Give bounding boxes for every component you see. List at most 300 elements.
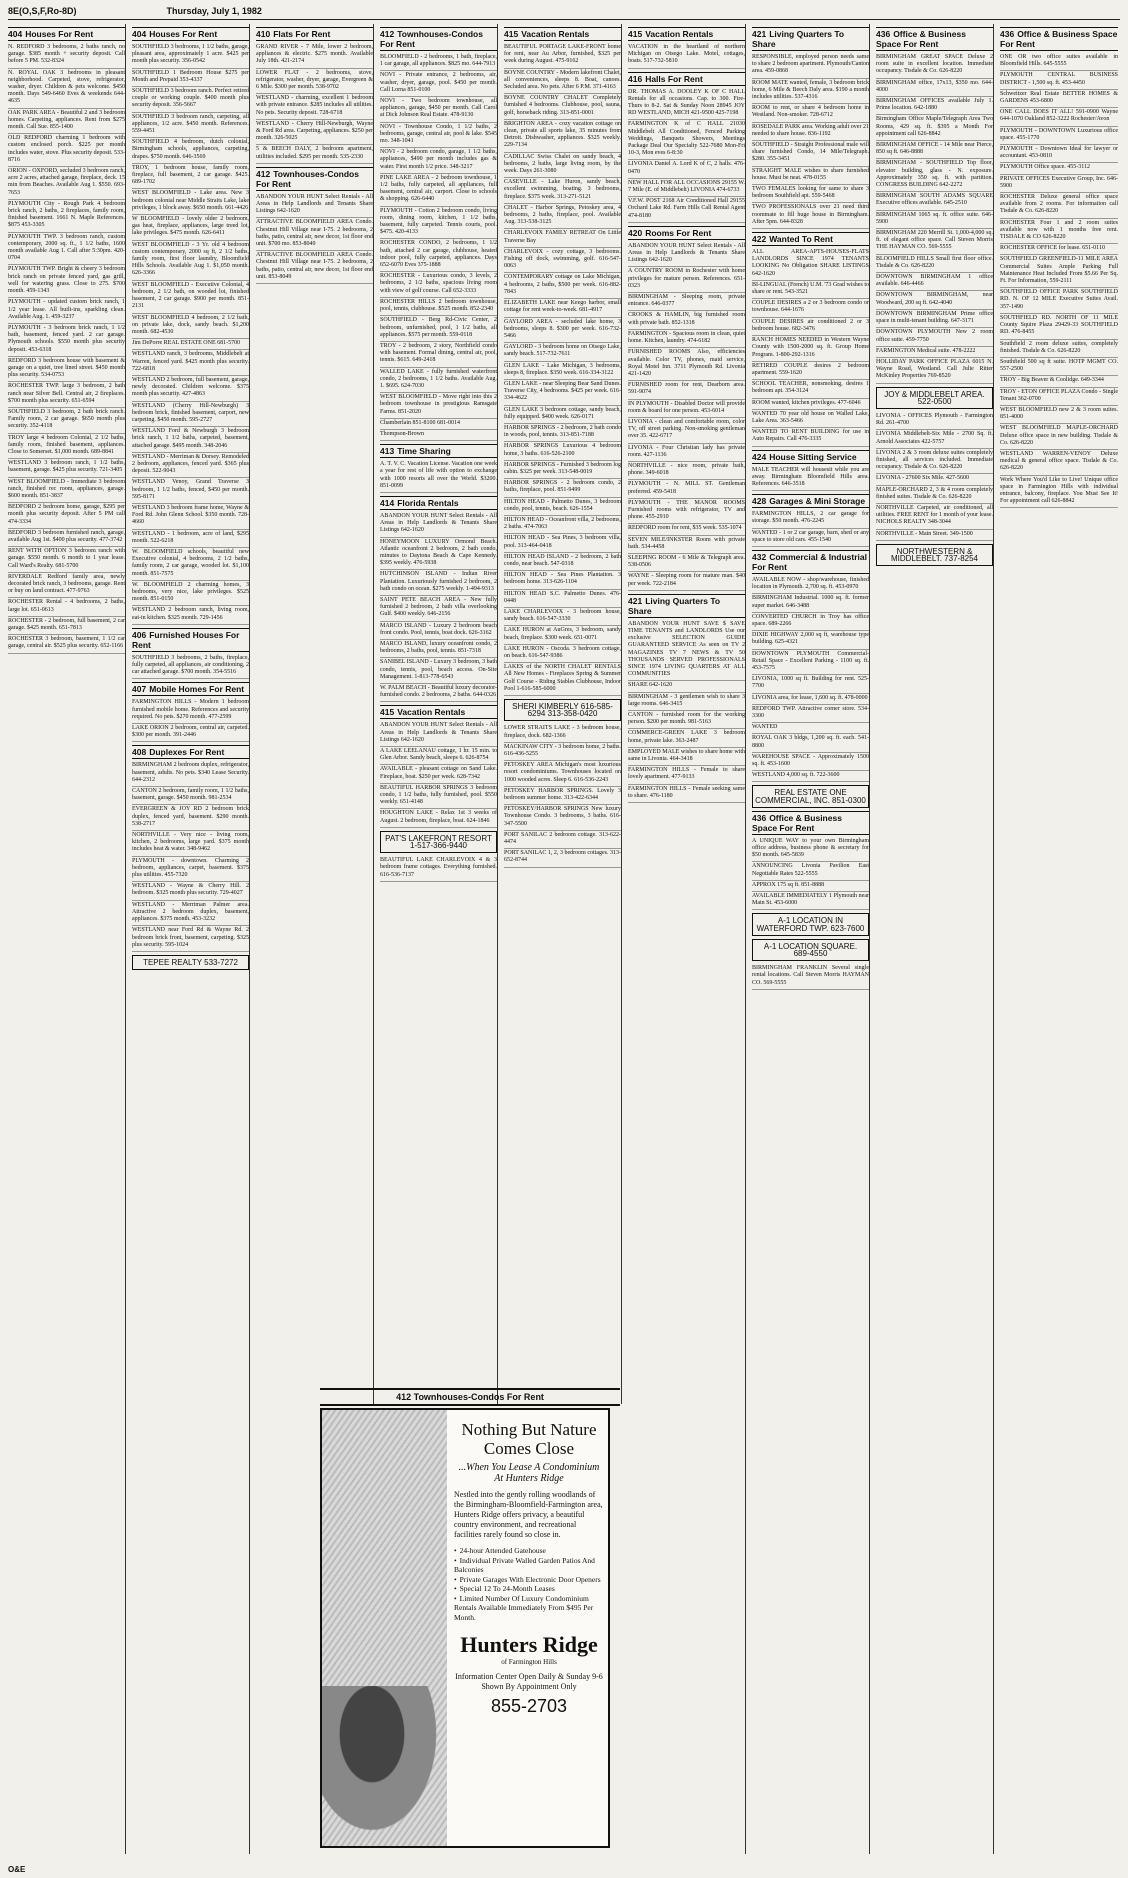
classified-ad: SLEEPING ROOM - 6 Mile & Telegraph area. 538-0506 <box>628 554 745 572</box>
classified-ad: FARMINGTON - Spacious room in clean, quiet home. Kitchen, laundry. 474-6182 <box>628 330 745 348</box>
section-title: Duplexes For Rent <box>149 747 225 758</box>
bottom-section-header <box>320 1388 620 1406</box>
feature-item: • 24-hour Attended Gatehouse <box>454 1546 604 1556</box>
classified-ad: ELIZABETH LAKE near Keego harbor, small cottage for rent week-to-week. 681-4917 <box>504 299 621 317</box>
classified-ad: ROCHESTER CONDO, 2 bedrooms, 1 1/2 bath, attached 2 car garage, clubhouse, heated indoor pool, fully carpeted, appliances. Days 652-6070 Eves 375-1888 <box>380 239 497 272</box>
classified-ad: MARCO ISLAND, luxury oceanfront condo, 2 bedrooms, 2 baths, pool, tennis. 851-7318 <box>380 640 497 658</box>
classified-ad: ABANDON YOUR HUNT Select Rentals - All Areas in Help Landlords & Tenants Share Listings 642-1620 <box>628 242 745 268</box>
tree-illustration <box>322 1686 447 1846</box>
classified-ad: DOWNTOWN BIRMINGHAM, near Woodward, 200 sq ft. 642-4040 <box>876 291 993 309</box>
classified-ad: JOY & MIDDLEBELT AREA. 522-0500 <box>876 387 993 409</box>
section-header <box>752 450 869 464</box>
classified-ad: NOVI - Private entrance, 2 bedrooms, air, washer, dryer, garage, pool. $450 per month. Call Lorna 851-0100 <box>380 71 497 97</box>
section-number: 436 <box>752 812 767 823</box>
classified-ad: Work Where You'd Like to Live! Unique office space in Farmington Hills with individual entrance, balcony, fireplace. You Must See It! For appointment call 626-8842 <box>1000 476 1118 509</box>
classified-ad: WESTLAND (Cherry Hill-Newburgh) 3 bedroom brick, finished basement, carport, new carpeting. $450 month. 595-2727 <box>132 402 249 428</box>
classified-ad: BIRMINGHAM OFFICE - 14 Mile near Pierce, 850 sq ft. 646-8888 <box>876 141 993 159</box>
classified-ad: REAL ESTATE ONE COMMERCIAL, INC. 851-0300 <box>752 785 869 807</box>
classified-ad: STRAIGHT MALE wishes to share furnished house. Must be neat. 478-0155 <box>752 167 869 185</box>
classified-ad: NORTHVILLE - Very nice - living room, kitchen, 2 bedrooms, large yard. $375 month includes heat & water. 348-9462 <box>132 831 249 857</box>
classified-ad: REDFORD 3 bedroom house with basement & garage on a quiet, tree lined street. $450 month plus security. 534-0753 <box>8 357 125 383</box>
column-5 <box>504 24 622 1404</box>
section-header <box>752 550 869 574</box>
classified-ad: PLYMOUTH TWP. 3 bedroom ranch, custom contemporary, 2000 sq. ft., 1 1/2 baths, 1600 month available Aug 1. Call after 5:30pm. 420-0704 <box>8 233 125 266</box>
classified-ad: DOWNTOWN PLYMOUTH New 2 room office suite. 459-7750 <box>876 328 993 346</box>
section-number: 404 <box>132 29 147 39</box>
classified-ad: GLEN LAKE 3 bedroom cottage, sandy beach, fully equipped. $400 week. 626-0171 <box>504 406 621 424</box>
classified-ad: 5 & BEECH DALY, 2 bedroom apartment, utilities included. $295 per month. 535-2330 <box>256 145 373 163</box>
section-number: 421 <box>628 595 643 606</box>
classified-ad: BLOOMFIELD HILLS Small first floor office. Tisdale & Co. 626-8220 <box>876 255 993 273</box>
section-number: 412 <box>256 168 271 179</box>
section-title: Mobile Homes For Rent <box>149 684 245 695</box>
classified-ad: PLYMOUTH - THE MANOR ROOMS Furnished rooms with refrigerator, TV and phone. 455-2910 <box>628 499 745 525</box>
classified-ad: ROOM wanted, kitchen privileges. 477-6046 <box>752 399 869 410</box>
classified-ad: FARMINGTON HILLS - Female seeking same to share. 476-1180 <box>628 785 745 803</box>
classified-ad: ROCHESTER HILLS 2 bedroom townhouse, pool, tennis, clubhouse. $525 month. 852-2340 <box>380 298 497 316</box>
classified-ad: WESTLAND near Ford Rd & Wayne Rd. 2 bedroom brick front, basement, carpeting. $325 plus security. 595-1024 <box>132 926 249 952</box>
classified-ad: HUTCHINSON ISLAND - Indian River Plantation. Luxuriously furnished 2 bedroom, 2 bath condo on ocean. $275 weekly. 1-494-9313 <box>380 570 497 596</box>
classified-ad: Southfield 500 sq ft suite. HOTP MGMT CO. 557-2500 <box>1000 358 1118 376</box>
classified-ad: HILTON HEAD - Oceanfront villa, 2 bedrooms, 2 baths. 474-7063 <box>504 516 621 534</box>
classified-ad: HILTON HEAD S.C. Palmetto Dunes. 476-0448 <box>504 590 621 608</box>
classified-ad: ANNOUNCING Livonia Pavilion East Negotiable Rates 522-5555 <box>752 862 869 880</box>
classified-ad: LIVONIA area, for lease, 1,600 sq. ft. 478-0000 <box>752 694 869 705</box>
section-number: 416 <box>628 73 643 84</box>
classified-ad: GLEN LAKE - Lake Michigan, 3 bedrooms, sleeps 8, fireplace. $350 week. 616-334-3122 <box>504 362 621 380</box>
classified-ad: A-1 LOCATION SQUARE. 689-4550 <box>752 939 869 961</box>
classified-ad: SOUTHFIELD 3 bedrooms, 2 baths, fireplace, fully carpeted, all appliances, air conditioning, 2 car attached garage. $700 month. 354-5516 <box>132 654 249 680</box>
section-title: Living Quarters To Share <box>752 29 845 49</box>
section-header <box>504 27 621 41</box>
section-header <box>752 494 869 508</box>
classified-ad: LIVONIA - 27600 Six Mile. 427-5600 <box>876 474 993 485</box>
classified-ad: WESTLAND 4,000 sq. ft. 722-3600 <box>752 771 869 782</box>
section-number: 436 <box>876 29 891 39</box>
classified-ad: PORT SANILAC 2 bedroom cottage. 313-622-4474 <box>504 831 621 849</box>
classified-ad: WEST BLOOMFIELD MAPLE-ORCHARD Deluxe office space in new building. Tisdale & Co. 626-8220 <box>1000 424 1118 450</box>
section-title: Wanted To Rent <box>769 234 833 245</box>
classified-ad: LIVONIA - Four Christian lady has private room. 427-1136 <box>628 444 745 462</box>
classified-ad: SOUTHFIELD 4 bedroom, dutch colonial, Birmingham schools, appliances, carpeting, drapes. $750 month. 646-3569 <box>132 138 249 164</box>
section-title: Office & Business Space For Rent <box>752 812 842 833</box>
classified-ad: SOUTHFIELD - Berg Rd-Civic Center, 2 bedroom, unfurnished, pool, 1 1/2 baths, all appliances. $575 per month. 559-0118 <box>380 316 497 342</box>
classified-ad: BEAUTIFUL LAKE CHARLEVOIX 4 & 3 bedroom frame cottages. Everything furnished. 616-536-7137 <box>380 856 497 882</box>
section-title: Vacation Rentals <box>521 29 590 39</box>
classified-ad: COUPLE DESIRES a 2 or 3 bedroom condo or townhouse. 644-1676 <box>752 299 869 317</box>
classified-ad: PLYMOUTH - Downtown Ideal for lawyer or accountant. 453-0810 <box>1000 145 1118 163</box>
section-header <box>380 27 497 51</box>
section-number: 421 <box>752 29 767 39</box>
display-ad-features <box>454 1546 604 1622</box>
section-number: 414 <box>380 497 395 508</box>
classified-ad: SOUTHFIELD GREENFIELD-11 MILE AREA Commercial Suites Ample Parking Full Maintenance Heat Included From $5.66 Per Sq. Ft. For Information, 559-2111 <box>1000 255 1118 288</box>
section-header <box>132 682 249 696</box>
classified-ad: CONVERTED CHURCH in Troy has office space. 689-2266 <box>752 613 869 631</box>
classified-ad: W. PALM BEACH - Beautiful luxury decorator-furnished condo. 2 bedrooms, 2 baths. 644-0326 <box>380 684 497 702</box>
classified-ad: TROY large 4 bedroom Colonial, 2 1/2 baths, family room, finished basement, appliances. Close to Somerset. $1,000 month. 689-8841 <box>8 434 125 460</box>
section-title: Townhouses-Condos For Rent <box>380 29 483 49</box>
classified-ad: A LAKE LEELANAU cottage, 1 hr. 15 min. to Glen Arbor. Sandy beach, sleeps 6. 626-8754 <box>380 747 497 765</box>
classified-ad: BIRMINGHAM 220 Merrill St. 1,000-4,000 sq. ft. of elegant office space. Call Steven Morris THE HAYMAN CO. 569-5555 <box>876 229 993 255</box>
classified-ad: RESPONSIBLE, employed person needs same to share 2 bedroom apartment. Plymouth/Canton area. 459-0868 <box>752 53 869 79</box>
classified-ad: ROSEDALE PARK area. Working adult over 21 needed to share house. 836-1192 <box>752 123 869 141</box>
classified-ad: A COUNTRY ROOM in Rochester with home privileges for mature person. References. 651-0323 <box>628 267 745 293</box>
classified-ad: FARMINGTON K of C HALL 21030 Middlebelt All Conditioned, Fenced Parking Weddings, Banquets Showers, Meetings Package Deal Our Specialty 522-7680 Mon-Fri 10-3, Mon eves 6-8:30 <box>628 120 745 160</box>
classified-ad: WALLED LAKE - fully furnished waterfront condo, 2 bedrooms, 1 1/2 baths. Available Aug. 1. $695. 624-7030 <box>380 368 497 394</box>
classified-ad: FARMINGTON HILLS, 2 car garage for storage. $50 month. 476-2245 <box>752 510 869 528</box>
classified-ad: OAK PARK AREA - Beautiful 2 and 3 bedroom homes. Carpeting, appliances. Rent from $275 month. Call Sue. 855-1400 <box>8 109 125 135</box>
classified-ad: ATTRACTIVE BLOOMFIELD AREA Condo. Chestnut Hill Village near I-75. 2 bedrooms, 2 baths, patio, central air, new decor, 1st floor end unit. 853-8049 <box>256 251 373 284</box>
display-ad-info: Information Center Open Daily & Sunday 9-6 Shown By Appointment Only <box>455 1672 603 1691</box>
section-title: Garages & Mini Storage <box>769 496 866 507</box>
classified-ad: BOYNE COUNTRY - Modern lakefront Chalet, all conveniences, sleeps 8. Boat, canoes. Secluded area. No pets. After 6 P.M. 371-4163 <box>504 69 621 95</box>
classified-ad: BOYNE COUNTRY CHALET Completely furnished 4 bedrooms. Clubhouse, pool, sauna, golf, horseback riding. 313-851-0001 <box>504 94 621 120</box>
classified-ad: DOWNTOWN PLYMOUTH Commercial-Retail Space - Excellent Parking - 1100 sq. ft. 453-7575 <box>752 650 869 676</box>
display-ad-logo: Hunters Ridge <box>460 1632 598 1657</box>
section-header <box>628 72 745 86</box>
section-title: Houses For Rent <box>149 29 218 39</box>
classified-ad: TWO FEMALES looking for same to share 3 bedroom Southfield apt. 559-5468 <box>752 185 869 203</box>
classified-ad: PLYMOUTH - Cotton 2 bedroom condo, living room, dining room, kitchen, 1 1/2 baths, basement, fully carpeted. Tennis courts, pool. $475. 420-4133 <box>380 207 497 240</box>
classified-ad: WESTLAND 2 bedroom ranch, living room, eat-in kitchen. $325 month. 729-1456 <box>132 606 249 624</box>
classified-ad: LOWER STRAITS LAKE - 3 bedroom house, fireplace, dock. 682-1366 <box>504 724 621 742</box>
classified-ad: PLYMOUTH - updated custom brick ranch, 1 1/2 year lease. All built-ins, sparkling clean. Available Aug. 1. 459-3237 <box>8 298 125 324</box>
section-header <box>132 27 249 41</box>
section-title: Halls For Rent <box>645 73 703 84</box>
classified-ad: SANIBEL ISLAND - Luxury 3 bedroom, 3 bath condo, tennis, pool, beach access. On-Site Management. 1-813-778-6543 <box>380 658 497 684</box>
classified-ad: NOVI - 2 bedroom condo, garage, 1 1/2 baths, appliances, $490 per month includes gas & water. First month 1/2 price. 348-3217 <box>380 148 497 174</box>
classified-ad: WESTLAND - 1 bedroom, acre of land, $295 month. 522-6218 <box>132 530 249 548</box>
section-number: 407 <box>132 684 147 695</box>
classified-ad: BIRMINGHAM FRANKLIN Several single rental locations. Call Steven Morris HAYMAN CO. 569-5555 <box>752 964 869 990</box>
classified-ad: SCHOOL TEACHER, nonsmoking, desires 1 bedroom apt. 354-3124 <box>752 380 869 398</box>
classified-ad: AVAILABLE IMMEDIATELY 1 Plymouth near Main St. 453-6000 <box>752 892 869 910</box>
issue-date: Thursday, July 1, 1982 <box>166 6 262 16</box>
classified-ad: BEDFORD 2 bedroom home, garage, $295 per month plus security deposit. After 5 PM call 474-3334 <box>8 503 125 529</box>
classified-ad: ROCHESTER TWP. large 3 bedroom, 2 bath ranch near Silver Bell. Central air, 2 fireplaces. $700 month plus security. 651-6594 <box>8 382 125 408</box>
classified-ad: WAREHOUSE SPACE - Approximately 1500 sq. ft. 453-1600 <box>752 753 869 771</box>
classified-ad: Thompson-Brown <box>380 430 497 441</box>
classified-ad: CANTON 2 bedroom, family room, 1 1/2 baths, basement, garage. $450 month. 981-2534 <box>132 787 249 805</box>
classified-ad: CASEVILLE - Lake Huron, sandy beach, excellent swimming, boating. 3 bedrooms, fireplace. $375 week. 313-271-5121 <box>504 178 621 204</box>
section-header <box>628 27 745 41</box>
section-title: Furnished Houses For Rent <box>132 629 240 650</box>
classified-ad: SOUTHFIELD 3 bedroom ranch, carpeting, all appliances, 1/2 acre. $450 month. References. 559-4451 <box>132 113 249 139</box>
classified-ad: PLYMOUTH CENTRAL BUSINESS DISTRICT - 1,500 sq. ft. 453-4450 <box>1000 71 1118 89</box>
classified-ad: TROY - ETON OFFICE PLAZA Condo - Single Tenant 362-0700 <box>1000 388 1118 406</box>
classified-ad: TROY - Big Beaver & Coolidge. 649-3344 <box>1000 376 1118 387</box>
section-title: House Sitting Service <box>769 451 857 462</box>
section-header <box>628 226 745 240</box>
classified-ad: WEST BLOOMFIELD - Move right into this 2 bedroom townhouse in prestigious Ramsgate Farms. 851-2020 <box>380 393 497 419</box>
classified-ad: WEST BLOOMFIELD new 2 & 3 room suites. 851-4000 <box>1000 406 1118 424</box>
feature-item: • Private Garages With Electronic Door Openers <box>454 1575 604 1585</box>
classified-ad: Jim DePorre REAL ESTATE ONE 681-5700 <box>132 339 249 350</box>
section-title: Flats For Rent <box>273 29 331 39</box>
section-header <box>132 745 249 759</box>
classified-ad: BIRMINGHAM - SOUTHFIELD Top floor, elevator building, glass - N. exposure. Approximately 350 sq. ft. with partition. CONGRESS BUILDING 642-2272 <box>876 159 993 192</box>
classified-ad: FURNISHED ROOMS Also, efficiencies available. Color TV, phones, maid service, Royal Motel Inn. 3711 Plymouth Rd. Livonia 421-1420 <box>628 348 745 381</box>
section-code: 8E(O,S,F,Ro-8D) <box>8 6 77 16</box>
classified-ad: NEW HALL FOR ALL OCCASIONS 29155 W. 7 Mile (E. of Middlebelt) LIVONIA 474-6733 <box>628 179 745 197</box>
classified-ad: SOUTHFIELD RD. NORTH OF 11 MILE County Squire Plaza 29429-33 SOUTHFIELD RD. 476-8455 <box>1000 314 1118 340</box>
classified-ad: HILTON HEAD ISLAND - 2 bedroom, 2 bath condo, near beach. 547-0318 <box>504 553 621 571</box>
classified-ad: WESTLAND - Merriman & Dorsey. Remodeled 2 bedroom, appliances, fenced yard. $365 plus deposit. 522-9043 <box>132 453 249 479</box>
classified-ad: WEST BLOOMFIELD - Immediate 3 bedroom ranch, finished rec room, appliances, garage. $600 month. 851-3837 <box>8 478 125 504</box>
classified-ad: MAPLE-ORCHARD 2, 3 & 4 room completely finished suites. Tisdale & Co. 626-8220 <box>876 486 993 504</box>
classified-ad: PETOSKEY HARBOR SPRINGS. Lovely 3 bedroom summer home. 313-422-6344 <box>504 787 621 805</box>
classified-ad: ROOM MATE wanted, female, 3 bedroom brick home, 6 Mile & Beech Daly area. $190 a month includes utilities. 537-4316 <box>752 79 869 105</box>
section-number: 410 <box>256 29 271 39</box>
classified-ad: AVAILABLE - pleasant cottage on Sand Lake. Fireplace, boat. $250 per week. 628-7342 <box>380 765 497 783</box>
classified-ad: A UNIQUE WAY to your own Birmingham office address, business phone & secretary for $50 month. 645-5839 <box>752 837 869 863</box>
feature-item: • Special 12 To 24-Month Leases <box>454 1584 604 1594</box>
section-title: Townhouses-Condos For Rent <box>256 168 359 189</box>
section-title: Office & Business Space For Rent <box>1000 29 1118 49</box>
section-number: 422 <box>752 234 767 245</box>
classified-ad: A. T. V. C. Vacation License. Vacation one week a year for rest of life with option to exchange with 1000 resorts all over the World. $3200. 851-0099 <box>380 460 497 493</box>
column-3 <box>256 24 374 1404</box>
classified-ad: SHARE 642-1620 <box>628 681 745 692</box>
classified-ad: WANTED - 1 or 2 car garage, barn, shed or any space to store old cars. 455-1540 <box>752 529 869 547</box>
classified-ad: PORT SANILAC 1, 2, 3 bedroom cottages. 313-652-8744 <box>504 849 621 867</box>
section-number: 413 <box>380 446 395 457</box>
classified-ad: WESTLAND 3 bedroom ranch, 1 1/2 baths, basement, garage. $425 plus security. 721-3405 <box>8 459 125 477</box>
classified-ad: BEAUTIFUL HARBOR SPRINGS 3 bedroom condo, 1 1/2 baths, fully furnished, pool. $550 weekly. 651-4148 <box>380 784 497 810</box>
classified-ad: NORTHWESTERN & MIDDLEBELT. 737-8254 <box>876 544 993 566</box>
classified-ad: RANCH HOMES NEEDED in Western Wayne County with 1500-2000 sq. ft. Group Home Program. 1-800-292-1316 <box>752 336 869 362</box>
section-header <box>876 27 993 51</box>
classified-ad: RENT WITH OPTION 3 bedroom ranch with garage. $550 month. 6 month to 1 year lease. Call Ward's Realty. 681-5700 <box>8 547 125 573</box>
classified-ad: SOUTHFIELD 3 bedrooms, 1 1/2 baths, garage, pleasant area, approximately 1 acre. $425 per month plus security. 356-0542 <box>132 43 249 69</box>
classified-ad: WAYNE - Sleeping room for mature man. $40 per week. 722-2184 <box>628 572 745 590</box>
classified-ad: CROOKS & HAMLIN, big furnished room with private bath. 852-1318 <box>628 311 745 329</box>
section-title: Commercial & Industrial For Rent <box>752 551 867 572</box>
classified-ad: HONEYMOON LUXURY Ormond Beach. Atlantic oceanfront 2 bedroom, 2 bath condo, minutes to Daytona Beach & Cape Kennedy. $395 weekly. 476-5938 <box>380 538 497 571</box>
column-8 <box>876 24 994 1854</box>
classified-ad: PLYMOUTH - 3 bedroom brick ranch, 1 1/2 bath, basement, fenced yard. 2 car garage. Plymouth schools. $550 month plus security deposit. 453-6318 <box>8 324 125 357</box>
classified-ad: ROCHESTER Deluxe general office space available from 2 rooms. For information call Tisdale & Co. 626-8220 <box>1000 193 1118 219</box>
display-ad-phone: 855-2703 <box>490 1696 568 1716</box>
classified-ad: WESTLAND 2 bedroom, full basement, garage, newly decorated. Children welcome. $375 month plus security. 427-4863 <box>132 376 249 402</box>
classified-ad: ROCHESTER OFFICE for lease. 651-0110 <box>1000 244 1118 255</box>
classified-ad: CANTON - furnished room for the working person. $200 per month. 981-5163 <box>628 711 745 729</box>
classified-ad: HILTON HEAD - Palmetto Dunes, 3 bedroom condo, pool, tennis, beach. 626-1554 <box>504 498 621 516</box>
classified-ad: BIRMINGHAM office, 17x13, $350 mo. 644-4000 <box>876 79 993 97</box>
classified-ad: BIRMINGHAM GREAT SPACE Deluxe 2 room suite in excellent location. Immediate occupancy. Tisdale & Co. 626-8220 <box>876 53 993 79</box>
classified-ad: WESTLAND ranch, 3 bedrooms, Middlebelt at Warren, fenced yard. $425 month plus security. 722-6818 <box>132 350 249 376</box>
classified-ad: PETOSKEY AREA Michigan's most luxurious resort condominiums. Townhouses located on 1000 wooded acres. Sleep 6. 616-536-2243 <box>504 761 621 787</box>
classified-ad: WESTLAND - Merriman Palmer area. Attractive 2 bedroom duplex, basement, appliances. $375 month. 453-3232 <box>132 901 249 927</box>
bottom-section-number: 412 <box>396 1392 412 1402</box>
masthead <box>8 6 1120 20</box>
display-ad-logo-sub: of Farmington Hills <box>501 1658 557 1666</box>
section-number: 404 <box>8 29 23 39</box>
classified-ad: DOWNTOWN BIRMINGHAM Prime office space in multi-tenant building. 647-3171 <box>876 310 993 328</box>
section-title: Rooms For Rent <box>645 227 712 238</box>
classified-ad: DR. THOMAS A. DOOLEY K OF C HALL Rentals for all occasions. Cap. to 300. Fire-Thurs to 8-2. Sat & Sunday Noon 28945 JOY RD WESTLAND, MICH 421-9500 425-7198 <box>628 88 745 121</box>
classified-ad: SOUTHFIELD - Straight Professional male will share furnished Condo, 14 Mile/Telegraph. $280. 355-3451 <box>752 141 869 167</box>
section-number: 408 <box>132 747 147 758</box>
feature-item: • Limited Number Of Luxury Condominium Rentals Available Immediately From $495 Per Month. <box>454 1594 604 1623</box>
classified-ad: Schweitzer Real Estate BETTER HOMES & GARDENS 453-6800 <box>1000 90 1118 108</box>
classified-ad: TEPEE REALTY 533-7272 <box>132 955 249 970</box>
classified-ad: VACATION in the heartland of northern Michigan on Otsego Lake. Motel, cottages, boats. 517-732-5810 <box>628 43 745 69</box>
classified-ad: SOUTHFIELD 3 bedroom ranch. Perfect retired couple or working couple. $400 month plus security deposit. 356-5667 <box>132 87 249 113</box>
classified-ad: CONTEMPORARY cottage on Lake Michigan, 4 bedrooms, 2 baths, $500 per week. 616-882-7843 <box>504 273 621 299</box>
classified-ad: IN PLYMOUTH - Disabled Doctor will provide room & board for one person. 453-6014 <box>628 400 745 418</box>
classified-ad: ALL AREA-APTS-HOUSES-FLATS LANDLORDS SINCE 1974 TENANTS LOOKING No Obligation SHARE LISTINGS 642-1620 <box>752 248 869 281</box>
classified-ad: WANTED 70 year old house on Walled Lake, Lake Area. 363-5466 <box>752 410 869 428</box>
classified-ad: LAKE CHARLEVOIX - 3 bedroom house, sandy beach. 616-547-3330 <box>504 608 621 626</box>
classified-ad: ROYAL OAK 3 bldgs, 1,200 sq. ft. each. 541-8800 <box>752 734 869 752</box>
classified-ad: BI-LINGUAL (French) U.M. '73 Grad wishes to share or rent. 543-3521 <box>752 281 869 299</box>
classified-ad: FARMINGTON HILLS - Modern 1 bedroom furnished mobile home. References and security required. No pets. $270 month. 477-2599 <box>132 698 249 724</box>
classified-ad: PLYMOUTH - DOWNTOWN Luxurious office space. 455-1770 <box>1000 127 1118 145</box>
classified-ad: PAT'S LAKEFRONT RESORT 1-517-366-9440 <box>380 831 497 853</box>
classified-ad: RETIRED COUPLE desires 2 bedroom apartment. 559-1620 <box>752 362 869 380</box>
section-title: Vacation Rentals <box>645 29 714 39</box>
classified-ad: NORTHVILLE - nice room, private bath, phone. 349-6018 <box>628 462 745 480</box>
section-header <box>752 811 869 835</box>
classified-ad: HARBOR SPRINGS Luxurious 4 bedroom home, 3 baths. 616-526-2100 <box>504 442 621 460</box>
classified-ad: PRIVATE OFFICES Executive Group, Inc. 646-5900 <box>1000 175 1118 193</box>
classified-ad: ABANDON YOUR HUNT Select Rentals - All Areas in Help Landlords & Tenants Share Listings 642-1620 <box>380 512 497 538</box>
classified-ad: BIRMINGHAM Industrial. 1000 sq. ft. former super market. 646-3488 <box>752 594 869 612</box>
classified-ad: GAYLORD - 3 bedroom home on Otsego Lake, sandy beach. 517-732-7611 <box>504 343 621 361</box>
classified-ad: V.F.W. POST 2168 Air Conditioned Hall 29155 Orchard Lake Rd. Farm Hills Call Rental Agent 474-8180 <box>628 197 745 223</box>
classified-ad: ROOM to rent, or share 4 bedroom home in Westland. Non-smoker. 728-6712 <box>752 104 869 122</box>
section-number: 420 <box>628 227 643 238</box>
classified-ad: WEST BLOOMFIELD - Executive Colonial, 4 bedroom, 2 1/2 bath, on wooded lot, finished basement, 2 car garage. $900 per month. 851-2131 <box>132 281 249 314</box>
section-title: Florida Rentals <box>397 497 459 508</box>
classified-ad: GLEN LAKE - near Sleeping Bear Sand Dunes. Traverse City, 4 bedrooms. $425 per week. 616-334-4622 <box>504 380 621 406</box>
classified-ad: COUPLE DESIRES air conditioned 2 or 3 bedroom house. 682-3476 <box>752 318 869 336</box>
display-ad-headline: Nothing But Nature Comes Close <box>461 1420 597 1458</box>
classified-ad: FARMINGTON HILLS - Female to share lovely apartment. 477-9133 <box>628 766 745 784</box>
classified-ad: LAKE ORION 2 bedroom, central air, carpeted. $300 per month. 391-2446 <box>132 724 249 742</box>
classified-ad: CHARLEVOIX - cozy cottage, 3 bedrooms. Fishing off dock, swimming, golf. 616-547-0063 <box>504 248 621 274</box>
classified-ad: BRIGHTON AREA - cozy vacation cottage on clean, private all sports lake, 35 minutes from Detroit. Dishwasher, appliances. $325 weekly. 229-7134 <box>504 120 621 153</box>
classified-ad: MARCO ISLAND - Luxury 2 bedroom beach front condo. Pool, tennis, boat dock. 626-3162 <box>380 622 497 640</box>
section-header <box>380 496 497 510</box>
section-title: Living Quarters To Share <box>628 595 721 616</box>
classified-ad: BIRMINGHAM SOUTH ADAMS SQUARE Executive offices available. 645-2510 <box>876 192 993 210</box>
classified-ad: WESTLAND Venoy, Grand Traverse 3 bedroom, 1 1/2 baths, fenced, $450 per month. 595-8171 <box>132 478 249 504</box>
classified-ad: COMMERCE-GREEN LAKE 3 bedroom home, private lake. 363-2487 <box>628 729 745 747</box>
classified-ad: BIRMINGHAM OFFICES available July 1. Prime location. 642-1880 <box>876 97 993 115</box>
classified-ad: PLYMOUTH Office space. 455-3112 <box>1000 163 1118 174</box>
classified-ad: LAKES of the NORTH CHALET RENTALS All New Homes - Fireplaces Spring & Summer Golf Course - Riding Stables Clubhouse, Indoor Pool 1-616-585-6000 <box>504 663 621 696</box>
section-header <box>752 27 869 51</box>
section-title: Vacation Rentals <box>397 707 466 718</box>
classified-ad: BEAUTIFUL PORTAGE LAKE-FRONT home for rent, near Au Arbor, furnished, $325 per week during August. 475-9162 <box>504 43 621 69</box>
classified-ad: GRAND RIVER - 7 Mile, lower 2 bedroom, appliances & electric. $275 month. Available July 18th. 421-2174 <box>256 43 373 69</box>
classified-ad: ROCHESTER Four 1 and 2 room suites available now with 1 months free rent. TISDALE & CO 626-8220 <box>1000 219 1118 245</box>
classified-ad: HOLLIDAY PARK OFFICE PLAZA 6015 N. Wayne Road, Westland. Call Julie Ritter McKinley Properties 769-8520 <box>876 358 993 384</box>
classified-ad: CHARLEVOIX FAMILY RETREAT On Little Traverse Bay <box>504 229 621 247</box>
classified-ad: APPROX 175 sq ft. 851-8888 <box>752 881 869 892</box>
classified-ad: PINE LAKE AREA - 2 bedroom townhouse, 1 1/2 baths, fully carpeted, all appliances, full basement, central air, carport. Close to schools & shopping. 626-6440 <box>380 174 497 207</box>
section-header <box>380 444 497 458</box>
classified-ad: WEST BLOOMFIELD - Lake area. New 3 bedroom colonial near Middle Straits Lake, lake privileges, 1 block away. $650 month. 661-4426 <box>132 189 249 215</box>
classified-ad: BIRMINGHAM 2 bedroom duplex, refrigerator, basement, adults. No pets. $340 Lease Security. 644-2312 <box>132 761 249 787</box>
classified-ad: MALE TEACHER will housesit while you are away. Birmingham Bloomfield Hills area. References. 646-3518 <box>752 466 869 492</box>
classified-ad: ROCHESTER Rental - 4 bedrooms, 2 baths, large lot. 651-0613 <box>8 598 125 616</box>
classified-ad: TROY - 2 bedroom, 2 story, Northfield condo with basement. Formal dining, central air, pool, tennis. $615. 649-2418 <box>380 342 497 368</box>
classified-ad: ROCHESTER - 2 bedroom, full basement, 2 car garage. $425 month. 651-7813 <box>8 617 125 635</box>
classified-ad: LAKE HURON - Oscoda. 3 bedroom cottage, on beach. 616-547-9386 <box>504 645 621 663</box>
column-2 <box>132 24 250 1854</box>
classified-ad: WEST BLOOMFIELD - 3 Yr. old 4 bedroom custom contemporary, 2000 sq ft, 2 1/2 baths, family room, first floor laundry, Bloomfield Hills Schools. Available Aug 1. $1,050 month. 626-3366 <box>132 241 249 281</box>
classified-ad: SOUTHFIELD 1 Bedroom House $275 per Month and Prepaid 353-4337 <box>132 69 249 87</box>
section-number: 428 <box>752 496 767 507</box>
classified-ad: LIVONIA - clean and comfortable room, color TV, off street parking. Non-smoking gentleman over 35. 422-6717 <box>628 418 745 444</box>
classified-ad: SEVEN MILE/INKSTER Room with private bath. 534-4458 <box>628 536 745 554</box>
classified-ad: BIRMINGHAM - Sleeping room, private entrance. 646-0377 <box>628 293 745 311</box>
display-ad-subhead: ...When You Lease A Condominium At Hunters Ridge <box>458 1462 600 1484</box>
classified-ad: LAKE HURON at AuGres, 3 bedroom, sandy beach, fireplace. $300 week. 651-0071 <box>504 626 621 644</box>
classified-ad: ABANDON YOUR HUNT Select Rentals - All Areas in Help Landlords & Tenants Share Listings 642-1620 <box>380 721 497 747</box>
classified-ad: ABANDON YOUR HUNT Select Rentals - All Areas in Help Landlords and Tenants Share Listings 642-1620 <box>256 193 373 219</box>
classified-ad: Chamberlain 851-8100 681-0014 <box>380 419 497 430</box>
section-header <box>1000 27 1118 51</box>
classified-ad: LIVONIA 2 & 3 room deluxe suites completely finished, all services included. Immediate occupancy. Tisdale & Co. 626-8220 <box>876 449 993 475</box>
classified-ad: SHERI KIMBERLY 616-585-6294 313-358-0420 <box>504 699 621 721</box>
column-1 <box>8 24 126 1854</box>
classified-ad: HARBOR SPRINGS - Furnished 3 bedroom log cabin. $325 per week. 313-548-0019 <box>504 461 621 479</box>
classified-ad: Southfield 2 room deluxe suites, completely finished. Tisdale & Co. 626-8220 <box>1000 340 1118 358</box>
classified-ad: ATTRACTIVE BLOOMFIELD AREA Condo. Chestnut Hill Village near I-75. 2 bedrooms, 2 baths, patio, central air, new decor, 1st floor end unit. $700 mo. 853-8049 <box>256 218 373 251</box>
display-ad-body: Nestled into the gently rolling woodlands of the Birmingham-Bloomfield-Farmington area, Hunters Ridge offers privacy, a beautiful country environment, and recreational facilities rarely found so close in. <box>454 1490 603 1539</box>
classified-ad: BEDFORD 3 bedroom furnished ranch, garage, available Aug 1st. $400 plus security. 477-3742 <box>8 529 125 547</box>
classified-ad: SOUTHFIELD 3 bedroom, 2 bath brick ranch. Family room, 2 car garage. $650 month plus security. 352-4118 <box>8 408 125 434</box>
classified-ad: RIVERDALE Redford family area, newly decorated brick ranch, 3 bedrooms, garage. Rent or buy on land contract. 477-9763 <box>8 573 125 599</box>
classified-ad: HILTON HEAD - Sea Pines Plantation. 3 bedroom home. 313-626-1104 <box>504 571 621 589</box>
classified-ad: HILTON HEAD - Sea Pines, 3 bedroom villa, pool. 313-464-0418 <box>504 534 621 552</box>
classified-ad: HARBOR SPRINGS - 2 bedroom condo, 2 baths, fireplace, pool. 851-9499 <box>504 479 621 497</box>
classified-ad: W. BLOOMFIELD schools, beautiful new Executive colonial, 4 bedrooms, 2 1/2 baths, family room, 2 car garage, wooded lot. $1,100 month. 851-7575 <box>132 548 249 581</box>
classified-ad: FARMINGTON Medical suite. 478-2222 <box>876 347 993 358</box>
classified-ad: FURNISHED room for rent, Dearborn area. 591-9074 <box>628 381 745 399</box>
classified-ad: TWO PROFESSIONALS over 21 need third roommate to fill huge house in Birmingham. After 5pm. 644-8328 <box>752 203 869 229</box>
section-header <box>752 232 869 246</box>
section-number: 412 <box>380 29 395 39</box>
classified-ad: WESTLAND - Cherry Hill-Newburgh, Wayne & Ford Rd area. Carpeting, appliances. $250 per month. 326-5025 <box>256 120 373 146</box>
classified-ad: PLYMOUTH TWP. Bright & cheery 3 bedroom brick ranch on private fenced yard, gas grill, well for watering grass. Close to 275. $700 month. 459-1343 <box>8 265 125 298</box>
classified-ad: ABANDON YOUR HUNT SAVE $ SAVE TIME TENANTS and LANDLORDS Use our exclusive SELECTION GUIDE GUARANTEED SERVICE As seen on TV 2 MAGAZINES TV 7 NEWS & TV 50 THOUSANDS SERVED PROFESSIONALS SINCE 1974 LIVING QUARTERS AT ALL COMMUNITIES <box>628 620 745 682</box>
section-number: 436 <box>1000 29 1015 39</box>
display-ad-text <box>454 1420 604 1717</box>
classified-ad: NOVI - Townhouse Condo, 1 1/2 baths, 2 bedrooms, garage, central air, pool & lake. $545 mo. 348-1041 <box>380 123 497 149</box>
section-header <box>8 27 125 41</box>
section-title: Office & Business Space For Rent <box>876 29 966 49</box>
classified-ad: LIVONIA Daniel A. Lord K of C, 2 halls. 476-0470 <box>628 160 745 178</box>
classified-ad: LIVONIA - OFFICES Plymouth - Farmington Rd. 261-4700 <box>876 412 993 430</box>
classified-ad: WESTLAND 3 bedroom frame home, Wayne & Ford Rd. John Glenn School. $350 month. 728-4660 <box>132 504 249 530</box>
section-header <box>380 705 497 719</box>
classified-ad: Birmingham Office Maple/Telegraph Area Two Rooms, 429 sq. ft. $395 a Month For appointment call 626-8842 <box>876 115 993 141</box>
classified-ad: PLYMOUTH - N. MILL ST. Gentleman preferred. 459-5418 <box>628 480 745 498</box>
classified-ad: WANTED TO RENT BUILDING for use in Auto Repairs. Call 476-3335 <box>752 428 869 446</box>
classified-ad: REDFORD room for rent, $35 week. 535-1074 <box>628 524 745 535</box>
section-number: 415 <box>628 29 643 39</box>
section-title: Houses For Rent <box>25 29 94 39</box>
classified-ad: N. REDFORD 3 bedrooms, 2 baths ranch, no garage. $385 month + security deposit. Call before 5 PM. 532-8324 <box>8 43 125 69</box>
section-header <box>132 628 249 652</box>
classified-ad: DIXIE HIGHWAY 2,000 sq ft, warehouse type building. 625-4321 <box>752 631 869 649</box>
